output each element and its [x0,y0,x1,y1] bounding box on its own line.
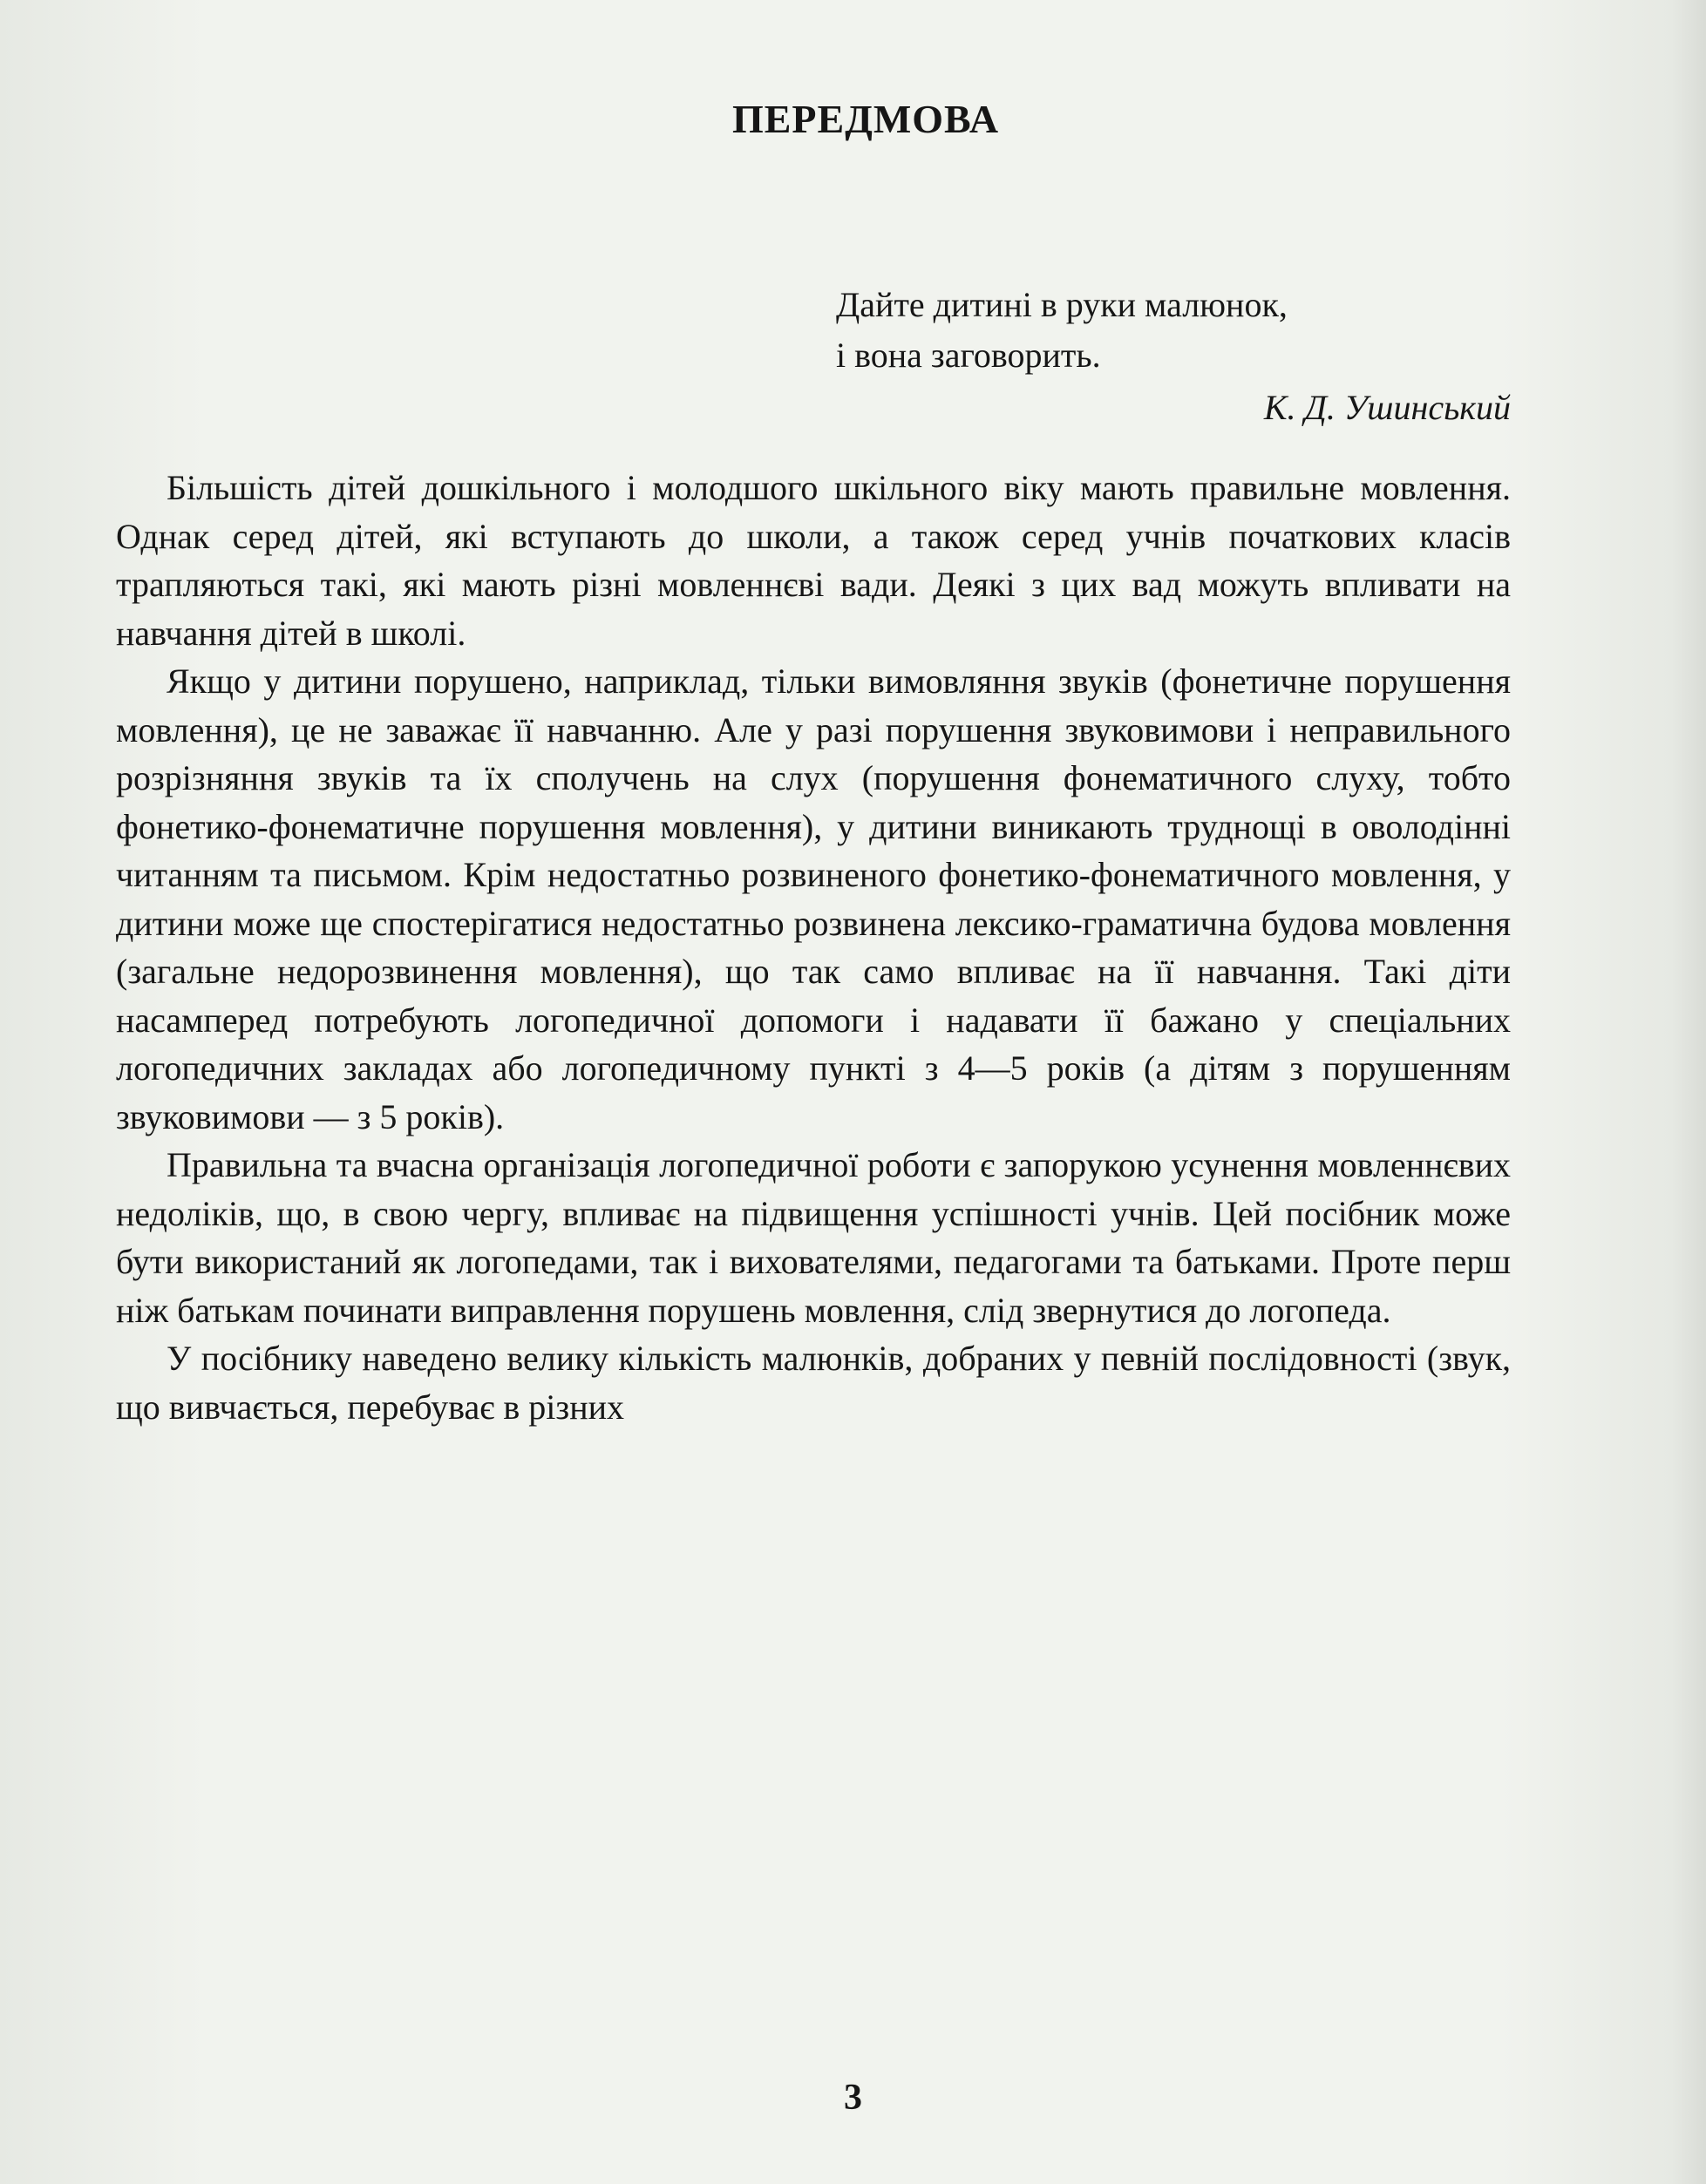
paragraph-4: У посібнику наведено велику кількість малюнків, добраних у певній послідовності (звук, що вивчається, перебуває в різних [116,1339,1511,1427]
epigraph [836,280,1511,433]
page-content [116,96,1511,1431]
paragraph-2: Якщо у дитини порушено, наприклад, тільки вимовляння звуків (фонетичне порушення мовлення), це не заважає її навчанню. Але у разі порушення звуковимови і неправильного розрізняння звуків та їх сполучень на слух (порушення фонематичного слуху, тобто фонетико-фонематичне порушення мовлення), у дитини виникають труднощі в оволодінні читанням та письмом. Крім недостатньо розвиненого фонетико-фонематичного мовлення, у дитини може ще спостерігатися недостатньо розвинена лексико-граматична будова мовлення (загальне недорозвинення мовлення), що так само впливає на її навчання. Такі діти насамперед потребують логопедичної допомоги і надавати її бажано у спеціальних логопедичних закладах або логопедичному пункті з 4—5 років (а дітям з порушенням звуковимови — з 5 років). [116,661,1511,1136]
epigraph-line-1: Дайте дитині в руки малюнок, [836,285,1288,324]
paragraph-1: Більшість дітей дошкільного і молодшого шкільного віку мають правильне мовлення. Однак серед дітей, які вступають до школи, а також серед учнів початкових класів трапляються такі, які мають різні мовленнєві вади. Деякі з цих вад можуть впливати на навчання дітей в школі. [116,468,1511,653]
epigraph-line-2: і вона заговорить. [836,336,1101,375]
page-title: ПЕРЕДМОВА [731,97,1000,141]
page-edge-shadow [1671,0,1706,2184]
body-text [116,464,1511,1431]
page-number: 3 [844,2078,862,2118]
epigraph-author: К. Д. Ушинський [1263,388,1511,427]
paragraph-3: Правильна та вчасна організація логопедичної роботи є запорукою усунення мовленнєвих недоліків, що, в свою чергу, впливає на підвищення успішності учнів. Цей посібник може бути використаний як логопедами, так і вихователями, педагогами та батьками. Проте перш ніж батькам починати виправлення порушень мовлення, слід звернутися до логопеда. [116,1145,1511,1330]
